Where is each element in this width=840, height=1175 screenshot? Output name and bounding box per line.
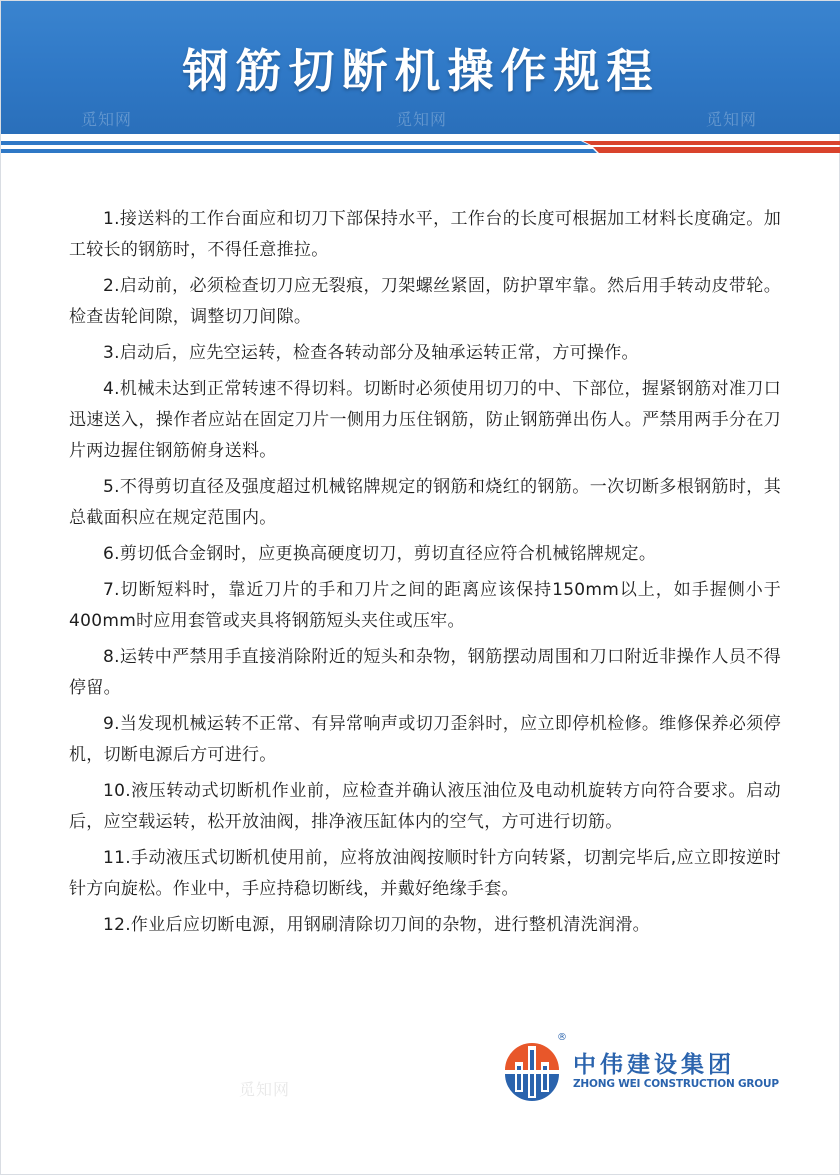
company-name-cn: 中伟建设集团 — [573, 1052, 735, 1078]
rule-item-2: 2.启动前，必须检查切刀应无裂痕，刀架螺丝紧固，防护罩牢靠。然后用手转动皮带轮。检查齿轮间隙，调整切刀间隙。 — [69, 275, 781, 328]
watermark: 觅知网 — [239, 1080, 291, 1099]
rule-item-4: 4.机械未达到正常转速不得切料。切断时必须使用切刀的中、下部位，握紧钢筋对准刀口迅速送入，操作者应站在固定刀片一侧用力压住钢筋，防止钢筋弹出伤人。严禁用两手分在刀片两边握住钢筋俯身送料。 — [69, 378, 781, 462]
rules-text — [69, 204, 781, 945]
page-title: 钢筋切断机操作规程 — [182, 44, 660, 98]
watermark: 觅知网 — [706, 110, 758, 129]
rule-item-8: 8.运转中严禁用手直接消除附近的短头和杂物，钢筋摆动周围和刀口附近非操作人员不得停留。 — [69, 646, 781, 698]
rule-item-6: 6.剪切低合金钢时，应更换高硬度切刀，剪切直径应符合机械铭牌规定。 — [103, 543, 657, 564]
rule-item-12: 12.作业后应切断电源，用钢刷清除切刀间的杂物，进行整机清洗润滑。 — [103, 914, 650, 935]
rule-item-3: 3.启动后，应先空运转，检查各转动部分及轴承运转正常，方可操作。 — [103, 342, 639, 363]
company-name-en: ZHONG WEI CONSTRUCTION GROUP — [573, 1078, 779, 1090]
header-banner — [1, 1, 840, 134]
watermark: 觅知网 — [396, 110, 448, 129]
rule-item-7: 7.切断短料时，靠近刀片的手和刀片之间的距离应该保持150mm以上，如手握侧小于400mm时应用套管或夹具将钢筋短头夹住或压牢。 — [69, 579, 781, 631]
registered-mark: ® — [557, 1032, 567, 1043]
rule-item-11: 11.手动液压式切断机使用前，应将放油阀按顺时针方向转紧，切割完毕后,应立即按逆时针方向旋松。作业中，手应持稳切断线，并戴好绝缘手套。 — [69, 847, 781, 899]
rule-item-10: 10.液压转动式切断机作业前，应检查并确认液压油位及电动机旋转方向符合要求。启动后，应空载运转，松开放油阀，排净液压缸体内的空气，方可进行切筋。 — [69, 780, 781, 832]
rule-item-1: 1.接送料的工作台面应和切刀下部保持水平，工作台的长度可根据加工材料长度确定。加工较长的钢筋时，不得任意推拉。 — [69, 209, 781, 261]
company-emblem-icon — [499, 1032, 565, 1106]
company-logo — [499, 1032, 779, 1106]
rule-item-5: 5.不得剪切直径及强度超过机械铭牌规定的钢筋和烧红的钢筋。一次切断多根钢筋时，其总截面积应在规定范围内。 — [69, 476, 781, 529]
rule-item-9: 9.当发现机械运转不正常、有异常响声或切刀歪斜时，应立即停机检修。维修保养必须停机，切断电源后方可进行。 — [69, 713, 781, 765]
header-stripes — [1, 141, 840, 155]
watermark: 觅知网 — [81, 110, 133, 129]
